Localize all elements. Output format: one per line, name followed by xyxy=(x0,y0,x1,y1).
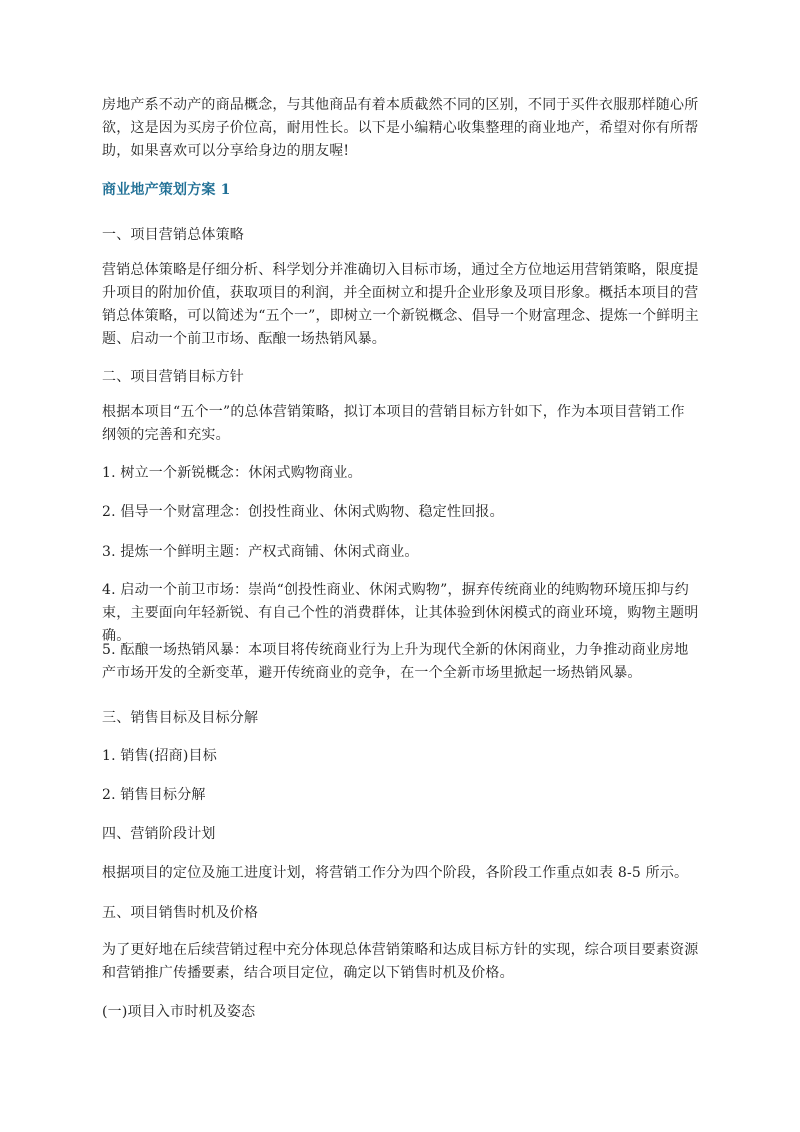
list-item: 4. 启动一个前卫市场：崇尚“创投性商业、休闲式购物”，摒弃传统商业的纯购物环境压抑与约束，主要面向年轻新锐、有自己个性的消费群体，让其体验到休闲模式的商业环境，购物主题明确。 xyxy=(102,582,699,644)
list-item: 1. 树立一个新锐概念：休闲式购物商业。 xyxy=(102,465,362,481)
section-5-title: 五、项目销售时机及价格 xyxy=(102,905,259,921)
intro-paragraph: 房地产系不动产的商品概念，与其他商品有着本质截然不同的区别，不同于买件衣服那样随心所欲，这是因为买房子价位高，耐用性长。以下是小编精心收集整理的商业地产，希望对你有所帮助，如果喜欢可以分享给身边的朋友喔! xyxy=(102,97,699,159)
section-2-body: 根据本项目“五个一”的总体营销策略，拟订本项目的营销目标方针如下，作为本项目营销工作 纲领的完善和充实。 xyxy=(102,404,685,443)
list-item: 2. 销售目标分解 xyxy=(102,787,206,803)
section-4-title: 四、营销阶段计划 xyxy=(102,826,216,842)
list-item: 2. 倡导一个财富理念：创投性商业、休闲式购物、稳定性回报。 xyxy=(102,504,504,520)
list-item: 5. 酝酿一场热销风暴：本项目将传统商业行为上升为现代全新的休闲商业，力争推动商业房地产市场开发的全新变革，避开传统商业的竞争，在一个全新市场里掀起一场热销风暴。 xyxy=(102,642,689,681)
list-item: 3. 提炼一个鲜明主题：产权式商铺、休闲式商业。 xyxy=(102,544,419,560)
plan-title: 商业地产策划方案 1 xyxy=(102,182,231,198)
section-5-body: 为了更好地在后续营销过程中充分体现总体营销策略和达成目标方针的实现，综合项目要素资源和营销推广传播要素，结合项目定位，确定以下销售时机及价格。 xyxy=(102,942,699,981)
list-item: 1. 销售(招商)目标 xyxy=(102,748,217,764)
section-5-subtitle: (一)项目入市时机及姿态 xyxy=(102,1004,256,1020)
section-2-title: 二、项目营销目标方针 xyxy=(102,369,244,385)
section-1-body: 营销总体策略是仔细分析、科学划分并准确切入目标市场，通过全方位地运用营销策略，限度提升项目的附加价值，获取项目的利润，并全面树立和提升企业形象及项目形象。概括本项目的营销总体策略，可以简述为“五个一”，即树立一个新锐概念、倡导一个财富理念、提炼一个鲜明主题、启动一个前卫市场、酝酿一场热销风暴。 xyxy=(102,262,699,347)
section-3-title: 三、销售目标及目标分解 xyxy=(102,710,259,726)
section-4-body: 根据项目的定位及施工进度计划，将营销工作分为四个阶段，各阶段工作重点如表 8-5 所示。 xyxy=(102,865,689,881)
section-1-title: 一、项目营销总体策略 xyxy=(102,227,244,243)
